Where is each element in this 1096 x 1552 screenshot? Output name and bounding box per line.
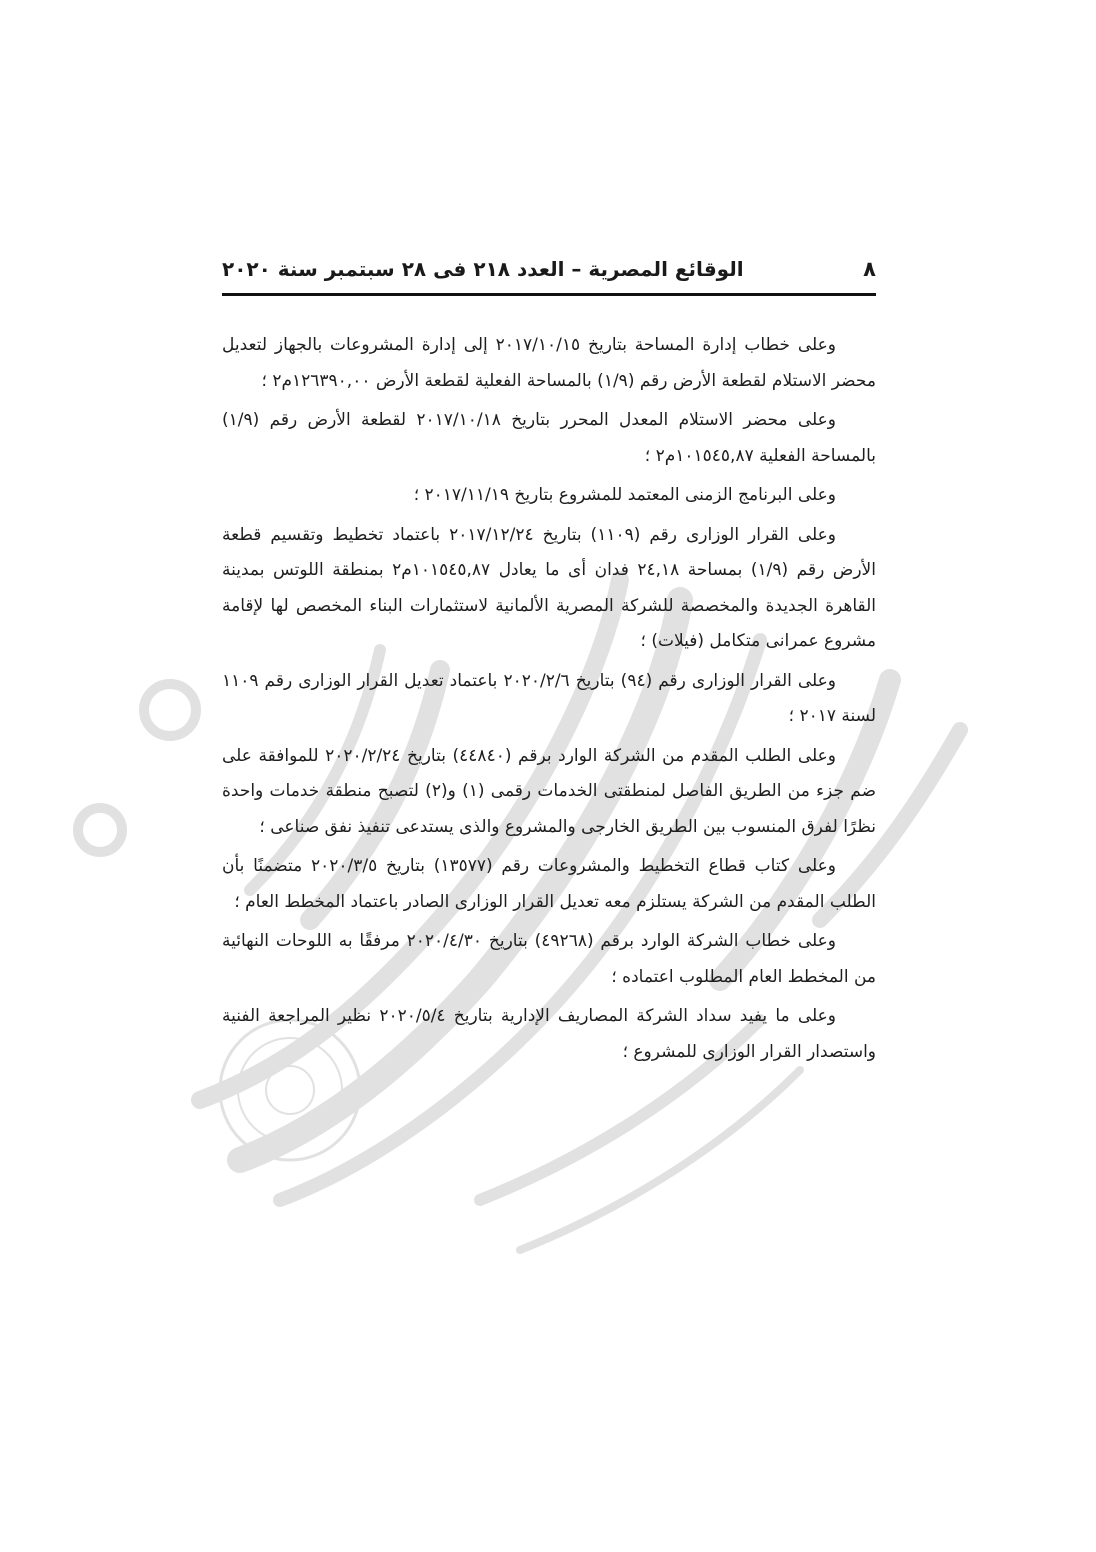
header-title: الوقائع المصرية – العدد ٢١٨ فى ٢٨ سبتمبر سنة ٢٠٢٠: [222, 257, 744, 281]
paragraph: وعلى كتاب قطاع التخطيط والمشروعات رقم (١٣٥٧٧) بتاريخ ٢٠٢٠/٣/٥ متضمنًا بأن الطلب المقدم من الشركة يستلزم معه تعديل القرار الوزارى الصادر باعتماد المخطط العام ؛: [222, 856, 876, 912]
document-body: [222, 328, 876, 1074]
paragraph: وعلى البرنامج الزمنى المعتمد للمشروع بتاريخ ٢٠١٧/١١/١٩ ؛: [413, 485, 836, 505]
paragraph: وعلى خطاب إدارة المساحة بتاريخ ٢٠١٧/١٠/١٥ إلى إدارة المشروعات بالجهاز لتعديل محضر الاستلام لقطعة الأرض رقم (١/٩) بالمساحة الفعلية لقطعة الأرض ١٢٦٣٩٠,٠٠م٢ ؛: [222, 335, 876, 391]
header-divider: [222, 293, 876, 296]
paragraph: وعلى الطلب المقدم من الشركة الوارد برقم (٤٤٨٤٠) بتاريخ ٢٠٢٠/٢/٢٤ للموافقة على ضم جزء من الطريق الفاصل لمنطقتى الخدمات رقمى (١) و(٢) لتصبح منطقة خدمات واحدة نظرًا لفرق المنسوب بين الطريق الخارجى والمشروع والذى يستدعى تنفيذ نفق صناعى ؛: [222, 745, 876, 837]
paragraph: وعلى محضر الاستلام المعدل المحرر بتاريخ ٢٠١٧/١٠/١٨ لقطعة الأرض رقم (١/٩) بالمساحة الفعلية ١٠١٥٤٥,٨٧م٢ ؛: [222, 410, 876, 466]
paragraph: وعلى القرار الوزارى رقم (٩٤) بتاريخ ٢٠٢٠/٢/٦ باعتماد تعديل القرار الوزارى رقم ١١٠٩ لسنة ٢٠١٧ ؛: [222, 670, 876, 726]
paragraph: وعلى ما يفيد سداد الشركة المصاريف الإدارية بتاريخ ٢٠٢٠/٥/٤ نظير المراجعة الفنية واستصدار القرار الوزارى للمشروع ؛: [222, 1006, 876, 1062]
page-number: ٨: [863, 257, 876, 281]
paragraph: وعلى القرار الوزارى رقم (١١٠٩) بتاريخ ٢٠١٧/١٢/٢٤ باعتماد تخطيط وتقسيم قطعة الأرض رقم (١/٩) بمساحة ٢٤,١٨ فدان أى ما يعادل ١٠١٥٤٥,٨٧م٢ بمنطقة اللوتس بمدينة القاهرة الجديدة والمخصصة للشركة المصرية الألمانية لاستثمارات البناء المخصص لها لإقامة مشروع عمرانى متكامل (فيلات) ؛: [222, 524, 876, 651]
paragraph: وعلى خطاب الشركة الوارد برقم (٤٩٢٦٨) بتاريخ ٢٠٢٠/٤/٣٠ مرفقًا به اللوحات النهائية من المخطط العام المطلوب اعتماده ؛: [222, 931, 876, 987]
page-header: [222, 252, 876, 286]
